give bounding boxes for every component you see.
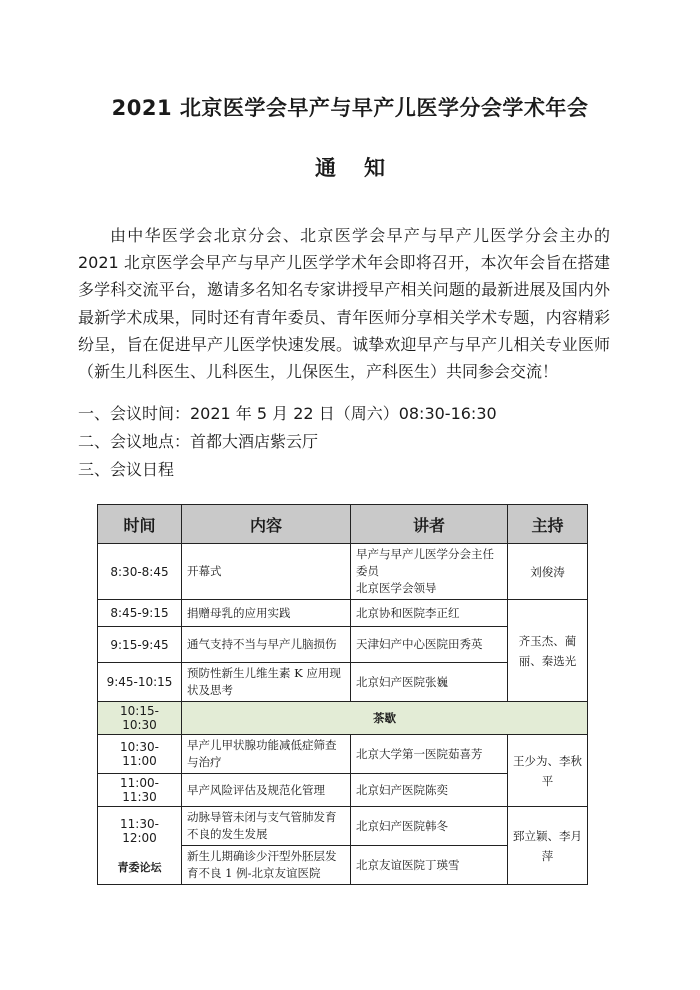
row-speaker: 北京友谊医院丁瑛雪	[351, 846, 508, 885]
header-content: 内容	[182, 505, 351, 544]
row-host: 王少为、李秋平	[508, 735, 588, 807]
row-time: 9:15-9:45	[98, 627, 182, 663]
intro-paragraph: 由中华医学会北京分会、北京医学会早产与早产儿医学分会主办的 2021 北京医学会早产与早产儿医学学术年会即将召开，本次年会旨在搭建多学科交流平台，邀请多名知名专家讲授早产相关问题的最新进展及国内外最新学术成果，同时还有青年委员、青年医师分享相关学术专题，内容精彩纷呈，旨在促进早产儿医学快速发展。诚挚欢迎早产与早产儿相关专业医师（新生儿科医生、儿科医生，儿保医生，产科医生）共同参会交流！	[78, 226, 610, 382]
row-content: 早产风险评估及规范化管理	[182, 774, 351, 807]
row-time: 8:45-9:15	[98, 600, 182, 627]
meeting-time: 一、会议时间：2021 年 5 月 22 日（周六）08:30-16:30	[78, 404, 497, 423]
header-host: 主持	[508, 505, 588, 544]
doc-subtitle: 通知	[315, 156, 413, 180]
row-content: 新生儿期确诊少汗型外胚层发育不良 1 例-北京友谊医院	[182, 846, 351, 885]
row-content: 开幕式	[182, 544, 351, 600]
table-row	[98, 807, 588, 846]
table-row	[98, 600, 588, 627]
row-content: 预防性新生儿维生素 K 应用现状及思考	[182, 663, 351, 702]
youth-forum-label: 青委论坛	[117, 860, 162, 874]
row-speaker: 北京协和医院李正红	[351, 600, 508, 627]
row-time: 10:15-10:30	[98, 702, 182, 735]
row-content: 早产儿甲状腺功能减低症筛查与治疗	[182, 735, 351, 774]
row-time: 10:30-11:00	[98, 735, 182, 774]
row-speaker: 北京妇产医院张巍	[351, 663, 508, 702]
speaker-line: 早产与早产儿医学分会主任委员	[356, 547, 494, 578]
table-row-break	[98, 702, 588, 735]
row-speaker: 北京妇产医院韩冬	[351, 807, 508, 846]
break-label: 茶歇	[182, 702, 588, 735]
row-host: 郅立颖、李月萍	[508, 807, 588, 885]
doc-title: 2021 北京医学会早产与早产儿医学分会学术年会	[111, 96, 589, 120]
row-time: 8:30-8:45	[98, 544, 182, 600]
table-row	[98, 544, 588, 600]
table-row	[98, 735, 588, 774]
row-time: 11:00-11:30	[98, 774, 182, 807]
header-speaker: 讲者	[351, 505, 508, 544]
row-speaker: 北京大学第一医院茹喜芳	[351, 735, 508, 774]
row-content: 捐赠母乳的应用实践	[182, 600, 351, 627]
meeting-agenda-heading: 三、会议日程	[78, 460, 175, 479]
header-time: 时间	[98, 505, 182, 544]
speaker-line: 北京医学会领导	[356, 581, 437, 595]
row-time	[98, 807, 182, 885]
schedule-table	[97, 504, 588, 885]
row-content: 通气支持不当与早产儿脑损伤	[182, 627, 351, 663]
row-host: 刘俊涛	[508, 544, 588, 600]
row-speaker	[351, 544, 508, 600]
row-speaker: 北京妇产医院陈奕	[351, 774, 508, 807]
meeting-place: 二、会议地点：首都大酒店紫云厅	[78, 432, 319, 451]
row-time: 9:45-10:15	[98, 663, 182, 702]
row-speaker: 天津妇产中心医院田秀英	[351, 627, 508, 663]
row-time-value: 11:30-12:00	[120, 816, 159, 845]
table-header-row	[98, 505, 588, 544]
row-host: 齐玉杰、蔺丽、秦选光	[508, 600, 588, 702]
row-content: 动脉导管未闭与支气管肺发育不良的发生发展	[182, 807, 351, 846]
